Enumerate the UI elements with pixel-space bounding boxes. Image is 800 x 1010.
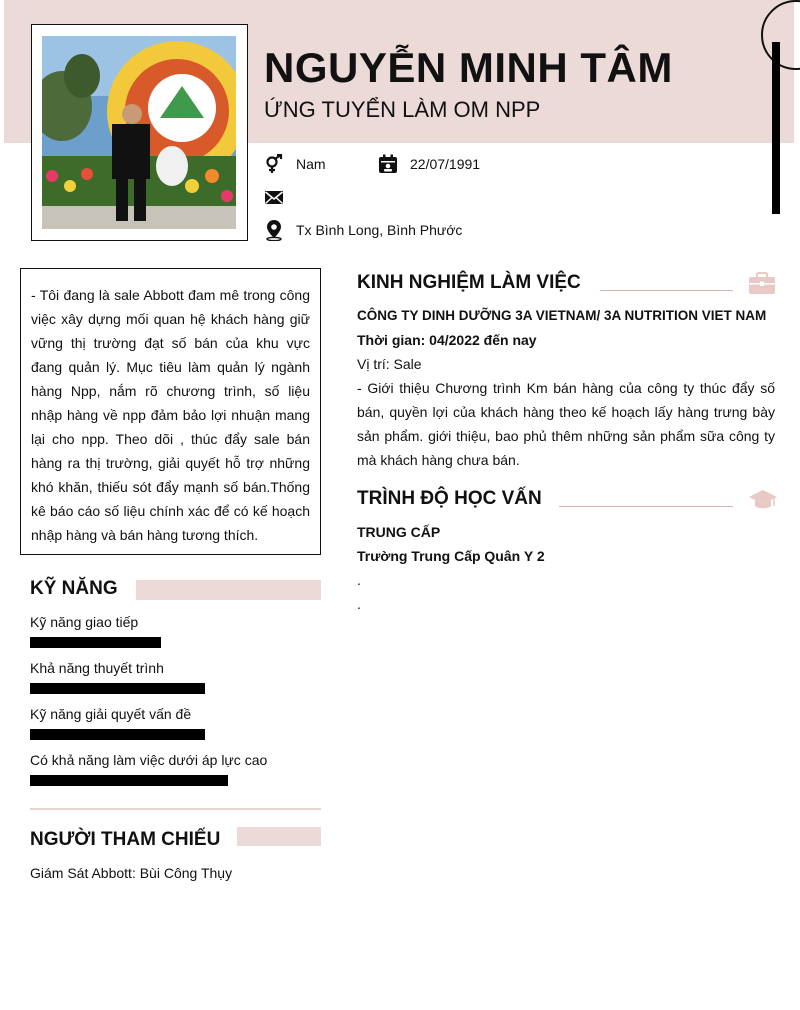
candidate-name: NGUYỄN MINH TÂM (264, 44, 673, 91)
info-birthday (378, 154, 480, 174)
experience-description: - Giới thiệu Chương trình Km bán hàng của công ty thúc đẩy số bán, quyền lợi của khách hàng theo kế hoạch lấy hàng trưng bày sản phẩm. giới thiệu, bao phủ thêm những sản phẩm sữa công ty mà khách hàng chưa bán. (357, 380, 775, 468)
section-divider (30, 808, 321, 810)
skill-label: Khả năng thuyết trình (30, 660, 164, 676)
reference-entry: Giám Sát Abbott: Bùi Công Thụy (30, 865, 233, 881)
skill-level-bar (30, 729, 205, 740)
skills-title-accent (136, 580, 321, 600)
experience-title-line (600, 290, 733, 291)
education-line-2: . (357, 596, 361, 612)
skill-level-bar (30, 637, 161, 648)
experience-time: Thời gian: 04/2022 đến nay (357, 332, 537, 348)
references-title-accent (237, 827, 321, 846)
briefcase-icon (749, 272, 775, 299)
experience-company: CÔNG TY DINH DƯỠNG 3A VIETNAM/ 3A NUTRITION VIET NAM (357, 308, 767, 323)
info-email (264, 187, 296, 207)
profile-photo (42, 36, 236, 229)
address-value: Tx Bình Long, Bình Phước (296, 222, 463, 238)
info-address (264, 220, 462, 240)
experience-position: Vị trí: Sale (357, 356, 422, 372)
info-gender (264, 154, 326, 174)
vertical-accent-bar (772, 42, 780, 214)
target-position: ỨNG TUYỂN LÀM OM NPP (264, 97, 541, 122)
education-level: TRUNG CẤP (357, 524, 441, 540)
mail-icon (264, 187, 284, 207)
skills-title: KỸ NĂNG (30, 578, 118, 599)
gender-value: Nam (296, 156, 326, 172)
location-pin-icon (264, 220, 284, 240)
gender-icon (264, 154, 284, 174)
skill-label: Có khả năng làm việc dưới áp lực cao (30, 752, 268, 768)
calendar-icon (378, 154, 398, 174)
skill-label: Kỹ năng giải quyết vấn đề (30, 706, 192, 722)
education-school: Trường Trung Cấp Quân Y 2 (357, 548, 545, 564)
career-objective-box (20, 268, 321, 555)
education-title: TRÌNH ĐỘ HỌC VẤN (357, 488, 542, 509)
birthday-value: 22/07/1991 (410, 156, 481, 172)
graduation-cap-icon (749, 489, 777, 516)
education-title-line (559, 506, 733, 507)
education-line-1: . (357, 572, 361, 588)
skill-level-bar (30, 775, 228, 786)
references-title: NGƯỜI THAM CHIẾU (30, 829, 221, 850)
experience-title: KINH NGHIỆM LÀM VIỆC (357, 272, 581, 293)
skill-label: Kỹ năng giao tiếp (30, 614, 139, 630)
career-objective-text: - Tôi đang là sale Abbott đam mê trong công việc xây dựng mối quan hệ khách hàng giữ vững thị trường đạt số bán của khu vực đang quản lý. Mục tiêu làm quản lý ngành hàng Npp, nắm rõ chương trình, số liệu nhập hàng về npp đảm bảo lợi nhuận mang lại cho npp. Theo dõi , thúc đẩy sale bán hàng ra thị trường, giải quyết hỗ trợ những khó khăn, thiếu sót đẩy mạnh số bán.Thống kê báo cáo số liệu chính xác để có kế hoạch nhập hàng và bán hàng tương thích. (31, 287, 310, 543)
skill-level-bar (30, 683, 205, 694)
